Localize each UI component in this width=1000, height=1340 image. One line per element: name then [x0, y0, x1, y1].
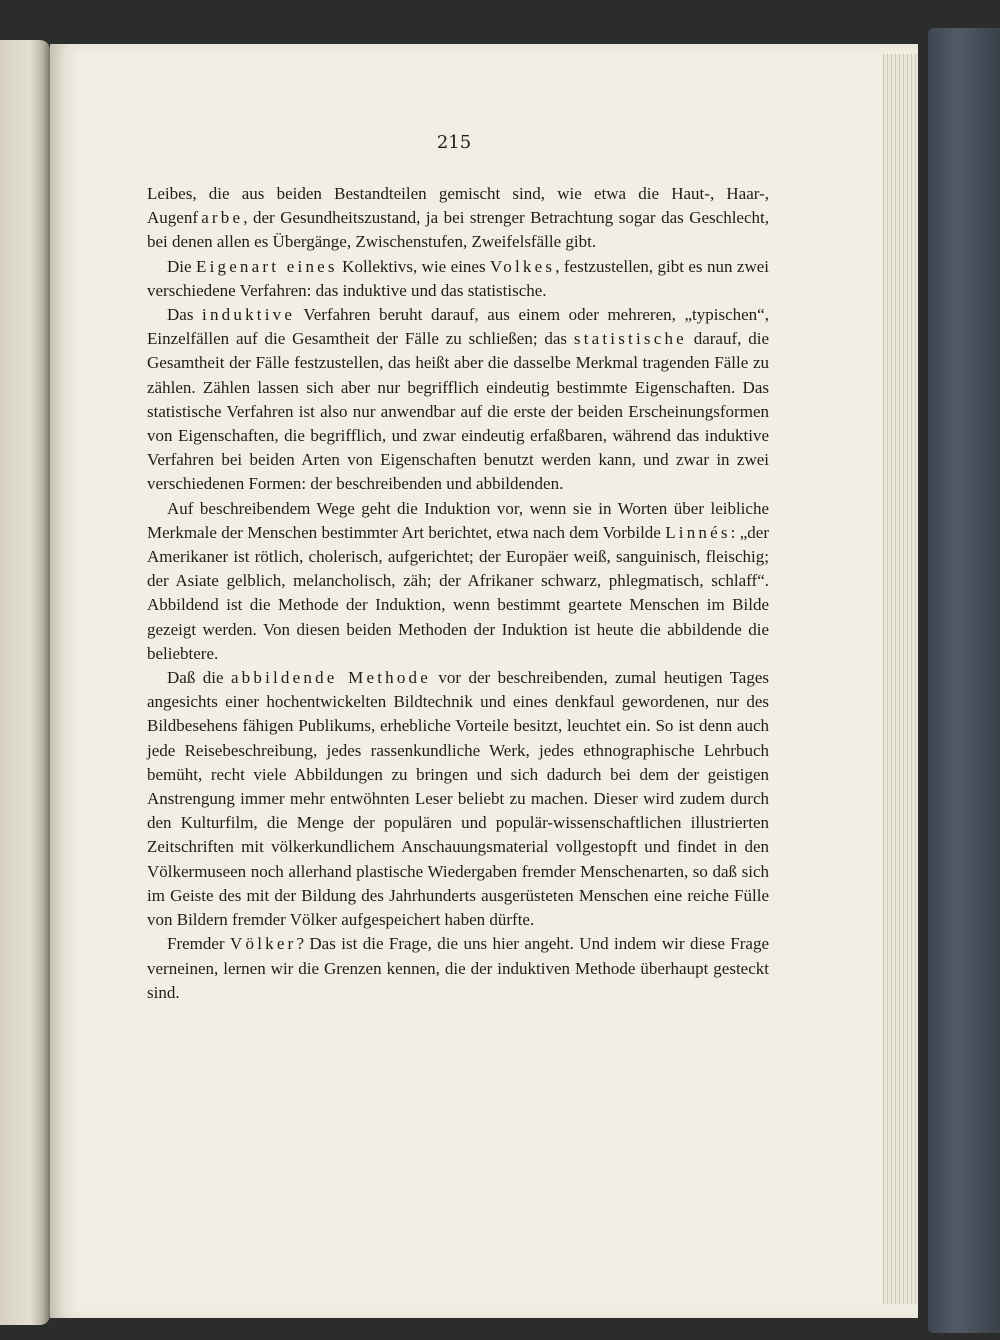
- emphasized-text: Linnés: [665, 522, 731, 542]
- paragraph: [147, 932, 769, 1005]
- emphasized-text: farbe: [192, 208, 244, 228]
- paragraph: [147, 255, 769, 303]
- emphasized-text: Völker: [230, 934, 297, 954]
- emphasized-text: induktive: [202, 305, 296, 325]
- book-page: [50, 44, 918, 1318]
- text-run: Die: [167, 256, 196, 276]
- text-run: Das: [167, 305, 203, 325]
- text-run: vor der beschreibenden, zumal heutigen Tages angesichts einer hochentwickelten Bildtechnik und eines denkfaul gewordenen, nur des Bildbesehens fähigen Publikums, erhebliche Vorteile besitzt, leuchtet ein. So ist denn auch jede Reisebeschreibung, jedes rassenkundliche Werk, jedes ethnographische Lehrbuch bemüht, recht viele Abbildungen zu bringen und sich dadurch bei dem der geistigen Anstrengung immer mehr entwöhnten Leser beliebt zu machen. Dieser wird zudem durch den Kulturfilm, die Menge der populären und populär-wissenschaftlichen illustrierten Zeitschriften mit völkerkundlichem Anschauungsmaterial vollgestopft und findet in den Völkermuseen noch allerhand plastische Wiedergaben fremder Menschenarten, so daß sich im Geiste des mit der Bildung des Jahrhunderts ausgerüsteten Menschen eine reiche Fülle von Bildern fremder Völker aufgespeichert haben dürfte.: [147, 668, 769, 930]
- paragraph: [147, 666, 769, 932]
- text-run: : „der Amerikaner ist rötlich, cholerisch, aufgerichtet; der Europäer weiß, sanguinisch, fleischig; der Asiate gelblich, melancholisch, zäh; der Afrikaner schwarz, phlegmatisch, schlaff“. Abbildend ist die Methode der Induktion, wenn bestimmt geartete Menschen im Bilde gezeigt werden. Von diesen beiden Methoden der Induktion ist heute die abbildende die beliebtere.: [147, 522, 769, 663]
- paragraph: [147, 303, 769, 497]
- page-block-edges: [883, 54, 918, 1304]
- left-page-edge: [0, 40, 50, 1325]
- text-run: , der Gesundheitszustand, ja bei strenger Betrachtung sogar das Geschlecht, bei denen allen es Übergänge, Zwischenstufen, Zweifelsfälle gibt.: [147, 208, 769, 252]
- emphasized-text: Eigenart eines: [195, 256, 338, 276]
- text-run: ? Das ist die Frage, die uns hier angeht. Und indem wir diese Frage verneinen, lernen wir die Grenzen kennen, die der induktiven Methode überhaupt gesteckt sind.: [147, 934, 770, 1002]
- paragraph: [147, 497, 769, 666]
- text-run: Leibes, die aus beiden Bestandteilen gemischt sind, wie etwa die Haut-, Haar-, Augen: [147, 184, 769, 228]
- text-run: Verfahren beruht darauf, aus einem oder mehreren, „typischen“, Einzelfällen auf die Gesamtheit der Fälle zu schließen; das: [147, 305, 769, 349]
- text-run: Daß die: [167, 668, 231, 688]
- text-run: Fremder: [167, 934, 231, 954]
- emphasized-text: abbildende Methode: [230, 668, 431, 688]
- page-body: [147, 182, 769, 1005]
- text-run: Kollektivs, wie eines: [337, 256, 491, 276]
- book-cover-edge: [928, 28, 1000, 1333]
- paragraph: [147, 182, 769, 255]
- text-run: , festzustellen, gibt es nun zwei verschiedene Verfahren: das induktive und das statistische.: [147, 256, 770, 300]
- text-run: Auf beschreibendem Wege geht die Induktion vor, wenn sie in Worten über leibliche Merkmale der Menschen bestimmter Art berichtet, etwa nach dem Vorbilde: [147, 498, 769, 542]
- emphasized-text: statistische: [573, 329, 687, 349]
- text-run: darauf, die Gesamtheit der Fälle festzustellen, das heißt aber die dasselbe Merkmal tragenden Fälle zu zählen. Zählen lassen sich aber nur begrifflich eindeutig bestimmte Eigenschaften. Das statistische Verfahren ist also nur anwendbar auf die erste der beiden Erscheinungsformen von Eigenschaften, die begrifflich, und zwar eindeutig erfaßbaren, während das induktive Verfahren bei beiden Arten von Eigenschaften benutzt werden kann, und zwar in zwei verschiedenen Formen: der beschreibenden und abbildenden.: [147, 329, 769, 494]
- page-number: 215: [436, 132, 472, 153]
- emphasized-text: Volkes: [490, 256, 556, 276]
